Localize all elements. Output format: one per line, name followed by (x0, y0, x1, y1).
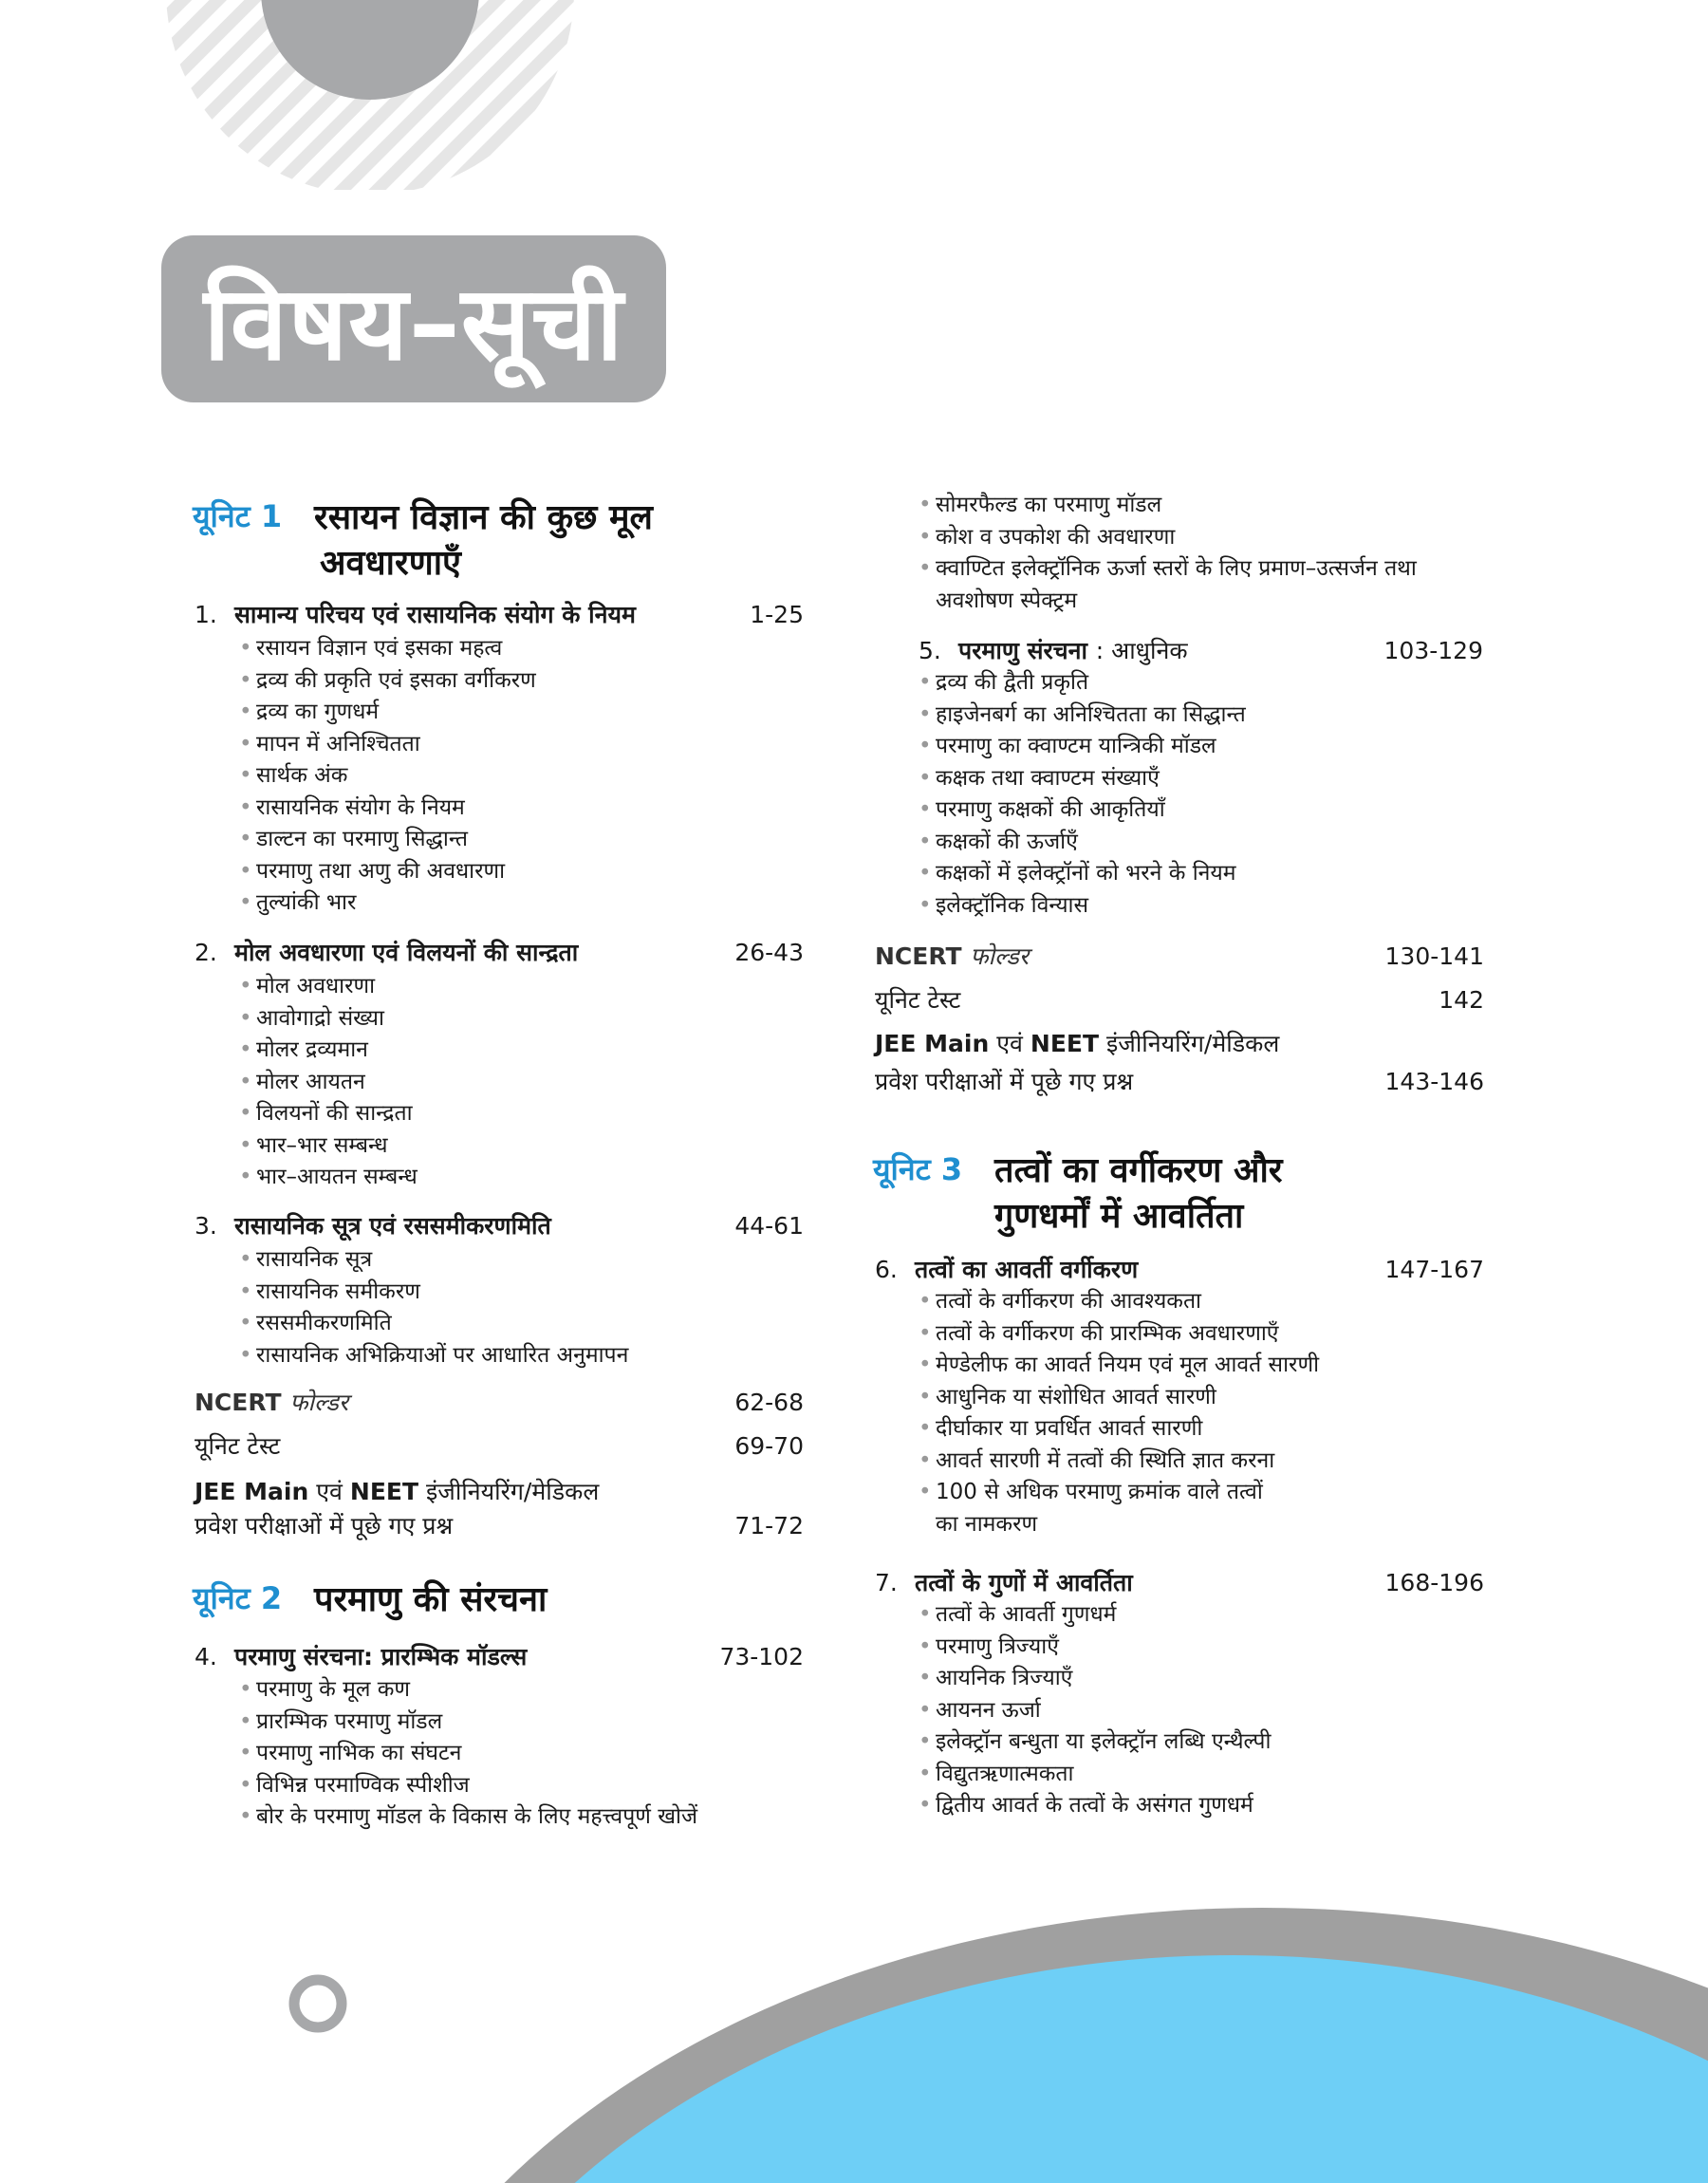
chapter-title: परमाणु संरचना (958, 637, 1087, 664)
chapter-title: परमाणु संरचना: प्रारम्भिक मॉडल्स (234, 1643, 528, 1670)
unit-3-heading (873, 1148, 1283, 1240)
list-item: • आयनन ऊर्जा (919, 1697, 1041, 1723)
chapter-4-topics (239, 1674, 697, 1834)
list-item: • रासायनिक समीकरण (239, 1278, 420, 1304)
unit-title-line: तत्वों का वर्गीकरण और (994, 1151, 1283, 1190)
entry-pages: 143-146 (1384, 1068, 1484, 1095)
list-item: • सोमरफैल्ड का परमाणु मॉडल (919, 493, 1162, 517)
chapter-pages: 73-102 (719, 1643, 804, 1670)
list-item: • तत्वों के वर्गीकरण की आवश्यकता (919, 1289, 1202, 1314)
page-title: विषय–सूची (203, 264, 624, 383)
neet-label: NEET (349, 1478, 419, 1505)
list-item: • कक्षकों में इलेक्ट्रॉनों को भरने के नियम (919, 861, 1236, 886)
list-item: • तत्वों के आवर्ती गुणधर्म (919, 1602, 1117, 1627)
list-item: • दीर्घाकार या प्रवर्धित आवर्त सारणी (919, 1416, 1203, 1441)
ncert-folder-entry[interactable] (195, 1386, 804, 1418)
list-item: • मापन में अनिश्चितता (239, 731, 420, 756)
chapter-3-entry[interactable] (195, 1209, 804, 1241)
list-item: • तुल्यांकी भार (239, 890, 357, 915)
list-item: • परमाणु कक्षकों की आकृतियाँ (919, 797, 1165, 822)
list-item: • परमाणु नाभिक का संघटन (239, 1741, 462, 1765)
list-item: • भार–आयतन सम्बन्ध (239, 1165, 418, 1189)
chapter-number: 2. (195, 939, 217, 966)
list-item: • विद्युतऋणात्मकता (919, 1761, 1074, 1786)
list-item: • रासायनिक संयोग के नियम (239, 794, 465, 820)
chapter-pages: 1-25 (750, 601, 804, 628)
chapter-5-topics (919, 667, 1246, 922)
jee-neet-entry-line2[interactable] (875, 1065, 1484, 1097)
ncert-folder-entry[interactable] (875, 940, 1484, 972)
list-item: • प्रारम्भिक परमाणु मॉडल (239, 1708, 443, 1734)
jee-neet-entry-line1[interactable]: JEE Main एवं NEET इंजीनियरिंग/मेडिकल (195, 1478, 600, 1505)
entry-title: प्रवेश परीक्षाओं में पूछे गए प्रश्न (195, 1512, 454, 1539)
list-item: • द्रव्य की द्वैती प्रकृति (919, 670, 1089, 695)
unit-label: यूनिट 1 (193, 498, 283, 534)
list-item: • हाइजेनबर्ग का अनिश्चितता का सिद्धान्त (919, 701, 1246, 727)
list-item: • डाल्टन का परमाणु सिद्धान्त (239, 827, 469, 851)
folder-label: फोल्डर (970, 942, 1030, 970)
ncert-label: NCERT (195, 1389, 282, 1416)
unit-title-line: गुणधर्मों में आवर्तिता (994, 1197, 1244, 1236)
chapter-number: 1. (195, 601, 217, 628)
list-item: • विलयनों की सान्द्रता (239, 1101, 413, 1126)
list-item: • रसायन विज्ञान एवं इसका महत्व (239, 636, 503, 661)
chapter-title: मोल अवधारणा एवं विलयनों की सान्द्रता (234, 939, 579, 966)
list-item: • मोलर आयतन (239, 1069, 365, 1094)
list-item: • बोर के परमाणु मॉडल के विकास के लिए महत्त्वपूर्ण खोजें (239, 1804, 698, 1829)
chapter-number: 6. (875, 1256, 898, 1283)
chapter-1-entry[interactable] (195, 598, 804, 630)
chapter-3-topics (239, 1244, 628, 1371)
neet-label: NEET (1030, 1030, 1100, 1057)
list-item: • मोलर द्रव्यमान (239, 1037, 368, 1062)
list-item: • कक्षकों की ऊर्जाएँ (919, 829, 1078, 854)
unit-title-line: अवधारणाएँ (320, 544, 461, 583)
list-item: • सार्थक अंक (239, 763, 348, 788)
list-item: • आधुनिक या संशोधित आवर्त सारणी (919, 1384, 1216, 1409)
list-item: • परमाणु का क्वाण्टम यान्त्रिकी मॉडल (919, 734, 1216, 758)
top-circle-decoration (166, 0, 574, 195)
jee-neet-entry-line1[interactable]: JEE Main एवं NEET इंजीनियरिंग/मेडिकल (875, 1030, 1280, 1057)
page-title-box (161, 235, 666, 402)
chapter-title: तत्वों का आवर्ती वर्गीकरण (915, 1256, 1139, 1283)
chapter-6-entry[interactable] (875, 1253, 1484, 1285)
list-item: • आवोगाद्रो संख्या (239, 1005, 384, 1031)
list-item: • विभिन्न परमाण्विक स्पीशीज (239, 1772, 470, 1798)
list-item: • कोश व उपकोश की अवधारणा (919, 524, 1176, 550)
chapter-title: तत्वों के गुणों में आवर्तिता (915, 1569, 1133, 1596)
list-item: • रासायनिक अभिक्रियाओं पर आधारित अनुमापन (239, 1342, 629, 1368)
list-item: • रासायनिक सूत्र (239, 1247, 373, 1272)
list-item: • भार–भार सम्बन्ध (239, 1132, 388, 1158)
list-item: का नामकरण (936, 1511, 1038, 1537)
chapter-2-entry[interactable] (195, 936, 804, 968)
list-item: • इलेक्ट्रॉन बन्धुता या इलेक्ट्रॉन लब्धि एन्थैल्पी (919, 1729, 1272, 1754)
list-item: • द्रव्य की प्रकृति एवं इसका वर्गीकरण (239, 667, 536, 693)
chapter-4-topics-continued (919, 490, 1417, 617)
list-item: • परमाणु त्रिज्याएँ (919, 1633, 1059, 1659)
list-item: • आयनिक त्रिज्याएँ (919, 1666, 1073, 1690)
chapter-pages: 44-61 (734, 1212, 804, 1240)
unit-test-entry[interactable] (195, 1429, 804, 1462)
unit-title-line: परमाणु की संरचना (314, 1580, 548, 1619)
entry-pages: 130-141 (1384, 942, 1484, 970)
chapter-7-topics (919, 1599, 1271, 1822)
chapter-4-entry[interactable] (195, 1640, 804, 1672)
list-item: • कक्षक तथा क्वाण्टम संख्याएँ (919, 765, 1160, 791)
chapter-7-entry[interactable] (875, 1566, 1484, 1598)
list-item: • रससमीकरणमिति (239, 1311, 392, 1335)
list-item: • परमाणु के मूल कण (239, 1677, 411, 1702)
chapter-subtitle: : आधुनिक (1095, 637, 1188, 664)
entry-title: यूनिट टेस्ट (875, 986, 961, 1014)
small-ring-decoration (294, 1980, 342, 2027)
list-item: • आवर्त सारणी में तत्वों की स्थिति ज्ञात करना (919, 1447, 1275, 1473)
jee-neet-entry-line2[interactable] (195, 1509, 804, 1541)
jee-label: JEE Main (195, 1478, 309, 1505)
chapter-pages: 103-129 (1383, 637, 1483, 664)
list-item: • द्वितीय आवर्त के तत्वों के असंगत गुणधर्म (919, 1793, 1253, 1818)
entry-pages: 69-70 (734, 1432, 804, 1460)
chapter-number: 4. (195, 1643, 217, 1670)
unit-2-heading (193, 1577, 547, 1623)
list-item: • तत्वों के वर्गीकरण की प्रारम्भिक अवधारणाएँ (919, 1320, 1279, 1346)
list-item: • मेण्डेलीफ का आवर्त नियम एवं मूल आवर्त सारणी (919, 1353, 1320, 1377)
unit-1-heading (193, 495, 653, 587)
entry-pages: 142 (1439, 986, 1484, 1014)
list-item: • द्रव्य का गुणधर्म (239, 700, 380, 724)
entry-title: प्रवेश परीक्षाओं में पूछे गए प्रश्न (875, 1068, 1134, 1095)
list-item: • इलेक्ट्रॉनिक विन्यास (919, 892, 1089, 918)
chapter-6-topics (919, 1286, 1319, 1540)
chapter-number: 3. (195, 1212, 217, 1240)
chapter-2-topics (239, 971, 418, 1194)
list-item: • 100 से अधिक परमाणु क्रमांक वाले तत्वों (919, 1480, 1263, 1504)
chapter-pages: 168-196 (1384, 1569, 1484, 1596)
unit-title-line: रसायन विज्ञान की कुछ मूल (314, 498, 653, 537)
chapter-number: 5. (919, 637, 941, 664)
entry-pages: 71-72 (734, 1512, 804, 1539)
list-item: अवशोषण स्पेक्ट्रम (936, 588, 1078, 613)
ncert-label: NCERT (875, 942, 962, 970)
list-item: • परमाणु तथा अणु की अवधारणा (239, 858, 506, 884)
chapter-pages: 147-167 (1384, 1256, 1484, 1283)
chapter-number: 7. (875, 1569, 898, 1596)
entry-pages: 62-68 (734, 1389, 804, 1416)
chapter-pages: 26-43 (734, 939, 804, 966)
unit-label: यूनिट 2 (193, 1580, 283, 1616)
folder-label: फोल्डर (289, 1389, 349, 1416)
unit-label: यूनिट 3 (873, 1151, 963, 1187)
jee-label: JEE Main (875, 1030, 990, 1057)
unit-test-entry[interactable] (875, 983, 1484, 1016)
chapter-title: सामान्य परिचय एवं रासायनिक संयोग के नियम (234, 601, 636, 628)
entry-title: यूनिट टेस्ट (195, 1432, 281, 1460)
list-item: • क्वाण्टित इलेक्ट्रॉनिक ऊर्जा स्तरों के लिए प्रमाण–उत्सर्जन तथा (919, 556, 1417, 581)
chapter-5-entry[interactable] (919, 634, 1483, 666)
chapter-1-topics (239, 633, 536, 920)
chapter-title: रासायनिक सूत्र एवं रससमीकरणमिति (234, 1212, 551, 1240)
list-item: • मोल अवधारणा (239, 974, 376, 998)
